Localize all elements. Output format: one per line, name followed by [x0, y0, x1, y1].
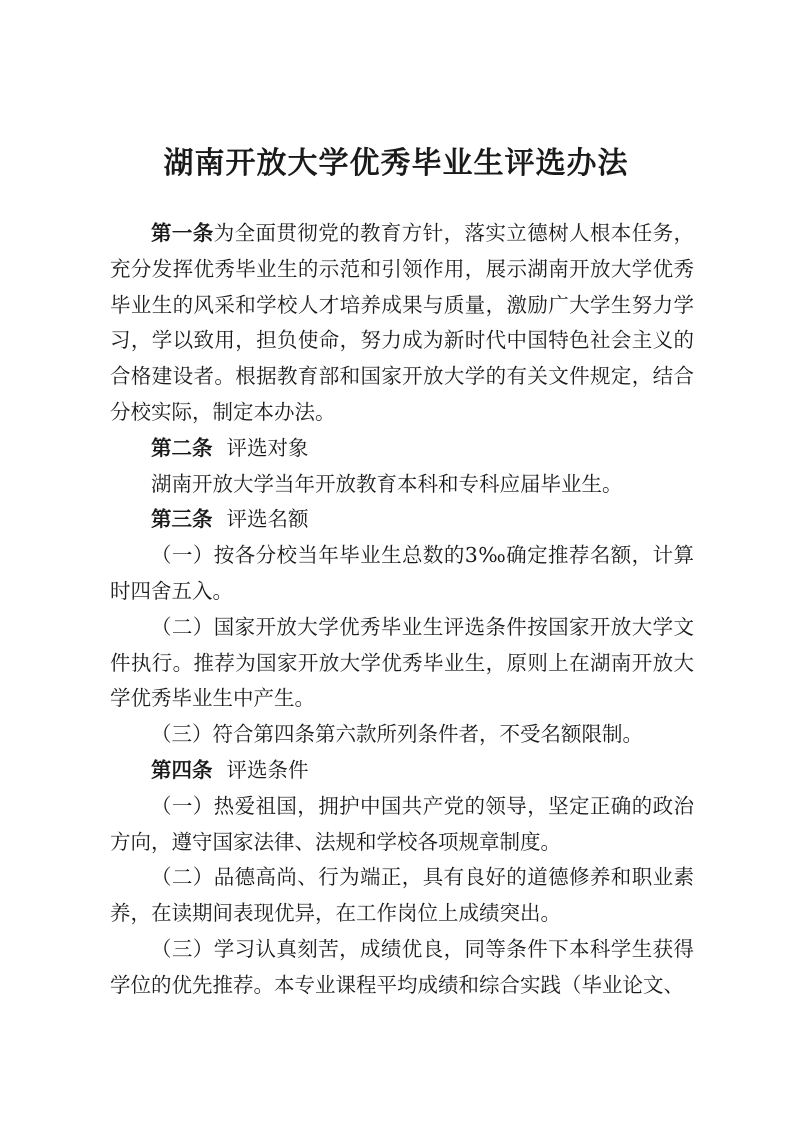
article-2-label: 第二条	[151, 435, 213, 460]
article-4-paragraph-1: （一）热爱祖国，拥护中国共产党的领导，坚定正确的政治方向，遵守国家法律、法规和学校各项规章制度。	[110, 793, 694, 854]
article-2-heading: 评选对象	[226, 435, 309, 460]
article-4-paragraph-3: （三）学习认真刻苦，成绩优良，同等条件下本科学生获得学位的优先推荐。本专业课程平均成绩和综合实践（毕业论文、	[110, 936, 694, 997]
article-1-label: 第一条	[151, 221, 214, 245]
article-1-text: 为全面贯彻党的教育方针，落实立德树人根本任务，充分发挥优秀毕业生的示范和引领作用，展示湖南开放大学优秀毕业生的风采和学校人才培养成果与质量，激励广大学生努力学习，学以致用，担负使命，努力成为新时代中国特色社会主义的合格建设者。根据教育部和国家开放大学的有关文件规定，结合分校实际，制定本办法。	[110, 221, 695, 424]
article-2-paragraph-1: 湖南开放大学当年开放教育本科和专科应届毕业生。	[151, 471, 623, 496]
document-title: 湖南开放大学优秀毕业生评选办法	[163, 146, 629, 181]
article-3-heading-line	[110, 502, 694, 538]
article-3-paragraph-2: （二）国家开放大学优秀毕业生评选条件按国家开放大学文件执行。推荐为国家开放大学优秀毕业生，原则上在湖南开放大学优秀毕业生中产生。	[110, 614, 694, 711]
article-3-paragraph-3: （三）符合第四条第六款所列条件者，不受名额限制。	[151, 722, 643, 747]
article-3-paragraph-1: （一）按各分校当年毕业生总数的3‰确定推荐名额，计算时四舍五入。	[110, 543, 694, 603]
article-3-label: 第三条	[151, 507, 213, 532]
article-2-heading-line	[110, 431, 694, 467]
article-4-label: 第四条	[151, 757, 213, 782]
article-4-heading-line	[110, 753, 694, 789]
article-3-heading: 评选名额	[226, 507, 309, 532]
document-body	[110, 216, 694, 1004]
article-4-heading: 评选条件	[226, 757, 309, 782]
article-1-paragraph	[110, 216, 694, 431]
article-4-paragraph-2: （二）品德高尚、行为端正，具有良好的道德修养和职业素养，在读期间表现优异，在工作岗位上成绩突出。	[110, 865, 694, 926]
